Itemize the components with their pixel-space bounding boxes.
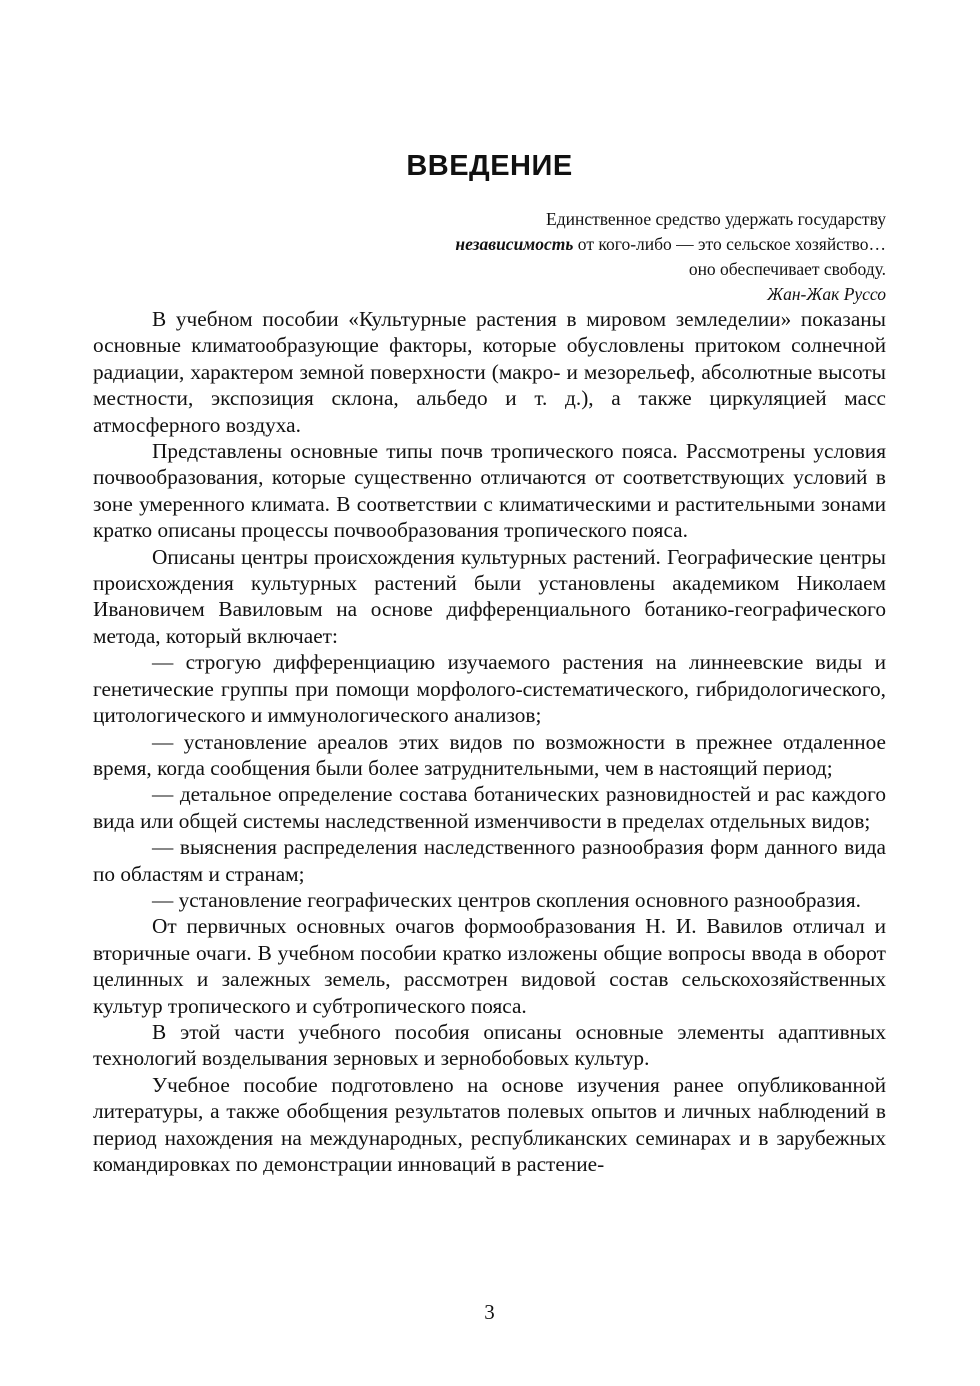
- list-item-2: — установление ареалов этих видов по возможности в прежнее отдаленное время, когда сообщения были более затруднительными, чем в настоящий период;: [93, 729, 886, 780]
- epigraph-line-2: [326, 232, 886, 257]
- page-title: ВВЕДЕНИЕ: [406, 150, 573, 182]
- document-page: [93, 0, 886, 1386]
- epigraph-line-2-rest: от кого-либо — это сельское хозяйство…: [573, 234, 886, 254]
- epigraph-line-1: Единственное средство удержать государству: [546, 209, 886, 229]
- list-item-4: — выяснения распределения наследственного разнообразия форм данного вида по областям и странам;: [93, 835, 886, 886]
- list-item-3: — детальное определение состава ботанических разновидностей и рас каждого вида или общей системы наследственной изменчивости в пределах отдельных видов;: [93, 782, 886, 833]
- epigraph-line-3: оно обеспечивает свободу.: [688, 259, 886, 279]
- paragraph-6: Учебное пособие подготовлено на основе изучения ранее опубликованной литературы, а также обобщения результатов полевых опытов и личных наблюдений в период нахождения на международных, республиканских семинарах и в зарубежных командировках по демонстрации инноваций в растение-: [93, 1072, 886, 1176]
- paragraph-3: Описаны центры происхождения культурных растений. Географические центры происхождения культурных растений были установлены академиком Николаем Ивановичем Вавиловым на основе дифференциального ботанико-географического метода, который включает:: [93, 544, 886, 648]
- body-text: [93, 306, 886, 1177]
- paragraph-5: В этой части учебного пособия описаны основные элементы адаптивных технологий возделывания зерновых и зернобобовых культур.: [93, 1019, 886, 1071]
- list-item-1: — строгую дифференциацию изучаемого растения на линнеевские виды и генетические группы при помощи морфолого-систематического, гибридологического, цитологического и иммунологического анализов;: [93, 650, 886, 728]
- paragraph-2: Представлены основные типы почв тропического пояса. Рассмотрены условия почвообразования, которые существенно отличаются от соответствующих условий в зоне умеренного климата. В соответствии с климатическими и растительными зонами кратко описаны процессы почвообразования тропического пояса.: [93, 439, 886, 543]
- paragraph-1: В учебном пособии «Культурные растения в мировом земледелии» показаны основные климатообразующие факторы, которые обусловлены притоком солнечной радиации, характером земной поверхности (макро- и мезорельеф, абсолютные высоты местности, экспозиция склона, альбедо и т. д.), а также циркуляцией масс атмосферного воздуха.: [93, 307, 886, 437]
- epigraph-author: Жан-Жак Руссо: [767, 284, 886, 304]
- epigraph-emphasis: независимость: [455, 234, 574, 254]
- list-item-5: — установление географических центров скопления основного разнообразия.: [152, 887, 861, 912]
- paragraph-4: От первичных основных очагов формообразования Н. И. Вавилов отличал и вторичные очаги. В учебном пособии кратко изложены общие вопросы ввода в оборот целинных и залежных земель, рассмотрен видовой состав сельскохозяйственных культур тропического и субтропического пояса.: [93, 914, 886, 1018]
- page-number: 3: [484, 1300, 495, 1324]
- epigraph: [326, 207, 886, 307]
